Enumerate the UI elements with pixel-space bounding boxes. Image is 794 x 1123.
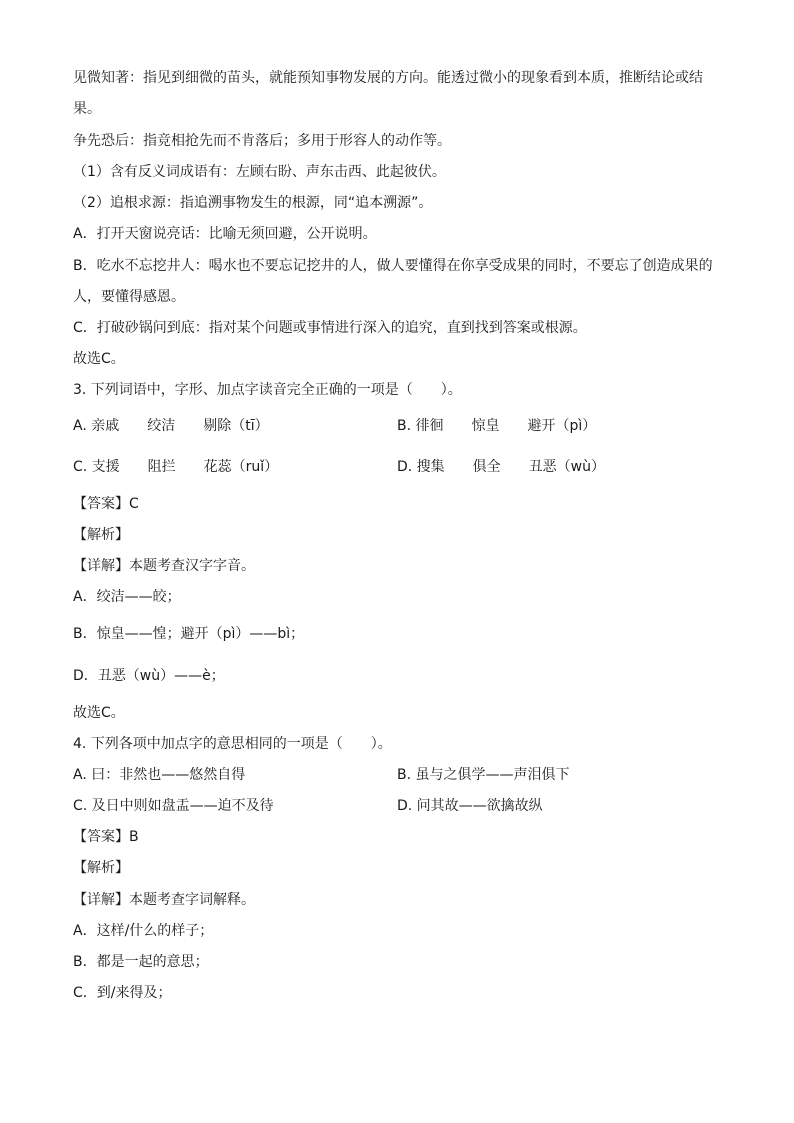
q4-option-a: A. 曰：非然也——悠然自得 [73, 767, 246, 783]
q4-expl-a: A．这样/什么的样子； [73, 923, 214, 939]
q3-option-d: D. 搜集 俱全 丑恶（wù） [397, 459, 606, 475]
text-line: C．打破砂锅问到底：指对某个问题或事情进行深入的追究，直到找到答案或根源。 [73, 320, 587, 336]
q3-option-a: A. 亲戚 绞洁 剔除（tī） [73, 418, 269, 434]
q4-detail: 【详解】本题考查字词解释。 [73, 892, 255, 908]
question-3-stem: 3. 下列词语中，字形、加点字读音完全正确的一项是（ ）。 [73, 382, 462, 398]
text-line: 人，要懂得感恩。 [73, 289, 185, 305]
q3-answer: 【答案】C [73, 496, 139, 512]
text-line: A．打开天窗说亮话：比喻无须回避，公开说明。 [73, 226, 377, 242]
q3-detail: 【详解】本题考查汉字字音。 [73, 558, 255, 574]
q4-expl-c: C．到/来得及； [73, 985, 172, 1001]
q4-answer: 【答案】B [73, 829, 139, 845]
q3-expl-d: D．丑恶（wù）——è； [73, 668, 225, 684]
q3-analysis: 【解析】 [73, 527, 129, 543]
q3-expl-b: B．惊皇——惶；避开（pì）——bì； [73, 626, 305, 642]
q3-conclusion: 故选C。 [73, 705, 125, 721]
q4-option-d: D. 问其故——欲擒故纵 [397, 798, 543, 814]
q3-option-c: C. 支援 阻拦 花蕊（ruǐ） [73, 459, 279, 475]
q3-expl-a: A．绞洁——皎； [73, 589, 181, 605]
q4-option-c: C. 及日中则如盘盂——迫不及待 [73, 798, 274, 814]
text-line: 见微知著：指见到细微的苗头，就能预知事物发展的方向。能透过微小的现象看到本质，推断结论或结 [73, 70, 703, 86]
text-line: （2）追根求源：指追溯事物发生的根源，同“追本溯源”。 [73, 195, 433, 211]
text-line: 争先恐后：指竞相抢先而不肯落后；多用于形容人的动作等。 [73, 133, 451, 149]
text-line: B．吃水不忘挖井人：喝水也不要忘记挖井的人，做人要懂得在你享受成果的同时，不要忘了创造成果的 [73, 258, 713, 274]
q3-option-b: B. 徘徊 惊皇 避开（pì） [397, 418, 597, 434]
text-line: （1）含有反义词成语有：左顾右盼、声东击西、此起彼伏。 [73, 164, 446, 180]
question-4-stem: 4. 下列各项中加点字的意思相同的一项是（ ）。 [73, 736, 392, 752]
text-line: 故选C。 [73, 351, 125, 367]
q4-analysis: 【解析】 [73, 860, 129, 876]
q4-expl-b: B．都是一起的意思； [73, 954, 209, 970]
text-line: 果。 [73, 101, 101, 117]
q4-option-b: B. 虽与之俱学——声泪俱下 [397, 767, 570, 783]
